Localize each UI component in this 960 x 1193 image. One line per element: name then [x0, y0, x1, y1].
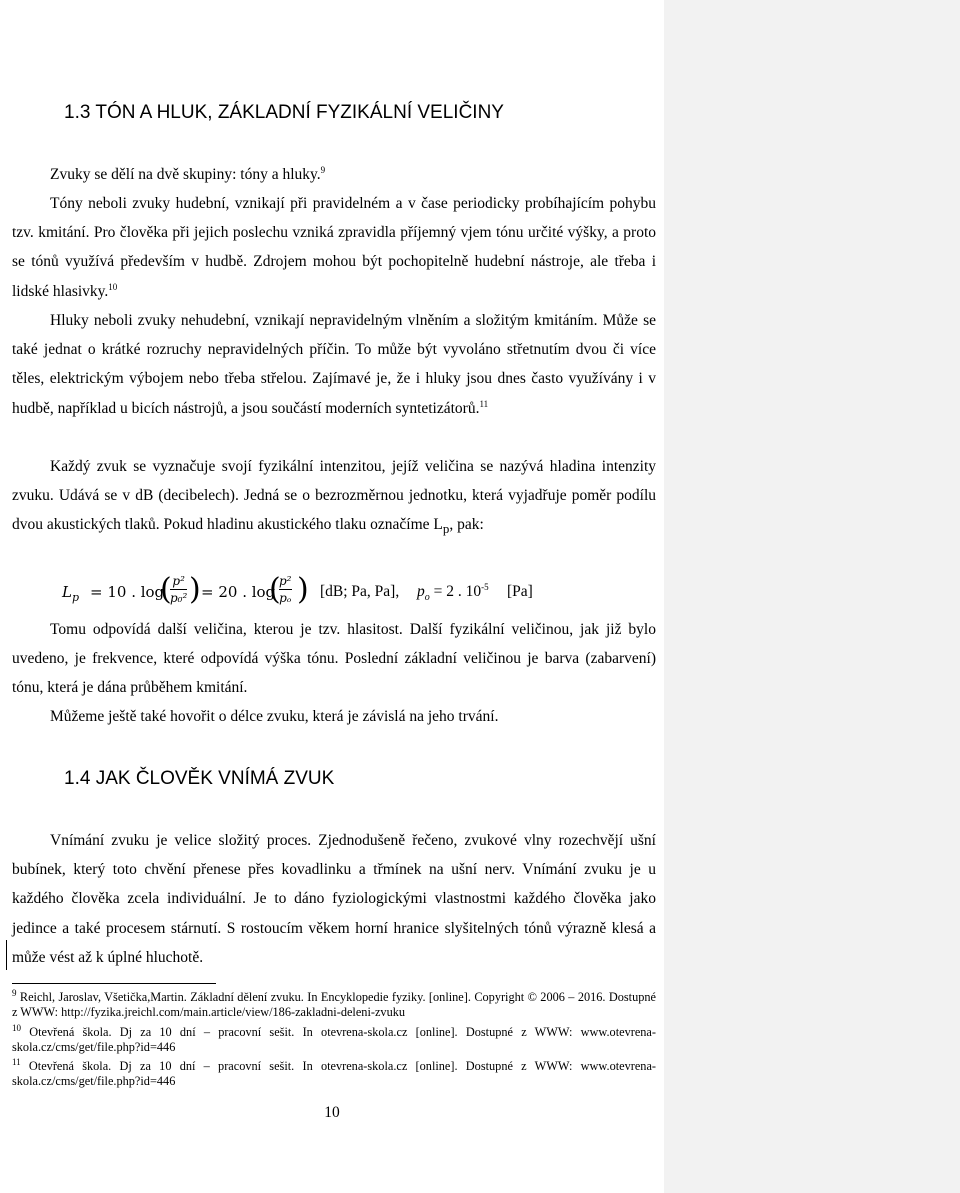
- paragraph-perception: Vnímání zvuku je velice složitý proces. Zjednodušeně řečeno, zvukové vlny rozechvějí ušní bubínek, který toto chvění přenese přes kovadlinku a třmínek na ušní nerv. Vnímání zvuku je u každého člověka zcela individuální. Je to dáno fyziologickými vlastnostmi každého člověka jako jedince a také procesem stárnutí. S rostoucím věkem horní hranice slyšitelných tónů výrazně klesá a může vést až k úplné hluchotě.: [12, 832, 656, 966]
- footnote-ref-10[interactable]: 10: [108, 281, 118, 292]
- footnote-ref-11[interactable]: 11: [479, 398, 489, 409]
- section-heading-tone-noise: 1.3 TÓN A HLUK, ZÁKLADNÍ FYZIKÁLNÍ VELIČINY: [64, 102, 504, 123]
- formula-units: [dB; Pa, Pa],: [320, 583, 400, 600]
- formula-eq1: = 10 . log: [90, 583, 165, 601]
- comment-pane: [664, 0, 960, 1193]
- footnote-9: $^9$ Reichl, Jaroslav, Všetička,Martin. Základní dělení zvuku. In Encyklopedie fyziky. [online]. Copyright © 2006 – 2016. Dostupné z WWW: http://fyzika.jreichl.com/main.article/view/186-zakladni-deleni-zvuku: [12, 987, 657, 1019]
- formula-paren: ): [297, 572, 309, 607]
- formula-paren: ): [189, 572, 201, 607]
- formula-lhs: $L_p$: [62, 583, 80, 604]
- formula-p0: $p_o = 2$ . $10^{-5}$: [417, 581, 489, 604]
- paragraph-tones: Tóny neboli zvuky hudební, vznikají při pravidelném a v čase periodicky probíhajícím pohybu tzv. kmitání. Pro člověka při jejich poslechu vzniká zpravidla příjemný vjem tónu určité výšky, a proto se tónů využívá především v hudbě. Zdrojem mohou být pochopitelně hudební nástroje, ale třeba i lidské hlasivky.$^{10}$: [12, 195, 656, 300]
- paragraph-noises: Hluky neboli zvuky nehudební, vznikají nepravidelným vlněním a složitým kmitáním. Může se také jednat o krátké rozruchy nepravidelných příčin. To může být vyvoláno střetnutím dvou či více těles, elektrickým výbojem nebo třeba střelou. Zajímavé je, že i hluky jsou dnes často využívány i v hudbě, například u bicích nástrojů, a jsou součástí moderních syntetizátorů.$^{11}$: [12, 312, 656, 417]
- footnote-11: $^{11}$ Otevřená škola. Dj za 10 dní – pracovní sešit. In otevrena-skola.cz [online]. Dostupné z WWW: www.otevrena-skola.cz/cms/get/file.php?id=446: [12, 1056, 656, 1088]
- formula-p0-unit: [Pa]: [507, 583, 533, 600]
- change-bar: [6, 940, 7, 970]
- footnote-separator: [12, 983, 216, 984]
- section-heading-perception: 1.4 JAK ČLOVĚK VNÍMÁ ZVUK: [64, 768, 335, 789]
- formula-fraction-2: $\frac{\text{p²}}{\text{pₒ}}$: [279, 574, 292, 605]
- formula-fraction-1: $\frac{\text{p²}}{\text{p₀²}}$: [170, 574, 188, 605]
- formula-paren: (: [269, 572, 281, 607]
- formula-eq2: = 20 . log: [201, 583, 276, 601]
- footnote-10: $^{10}$ Otevřená škola. Dj za 10 dní – pracovní sešit. In otevrena-skola.cz [online]. Dostupné z WWW: www.otevrena-skola.cz/cms/get/file.php?id=446: [12, 1022, 656, 1054]
- paragraph-intensity: Každý zvuk se vyznačuje svojí fyzikální intenzitou, jejíž veličina se nazývá hladina intenzity zvuku. Udává se v dB (decibelech). Jedná se o bezrozměrnou jednotku, která vyjadřuje poměr podílu dvou akustických tlaků. Pokud hladinu akustického tlaku označíme $L_p$, pak:: [12, 458, 656, 537]
- paragraph-sound-groups: Zvuky se dělí na dvě skupiny: tóny a hluky.$^9$: [50, 164, 326, 183]
- formula-paren: (: [160, 572, 172, 607]
- paragraph-duration: Můžeme ještě také hovořit o délce zvuku, která je závislá na jeho trvání.: [50, 708, 499, 725]
- paragraph-loudness: Tomu odpovídá další veličina, kterou je tzv. hlasitost. Další fyzikální veličinou, jak již bylo uvedeno, je frekvence, které odpovídá výška tónu. Poslední základní veličinou je barva (zabarvení) tónu, která je dána průběhem kmitání.: [12, 621, 656, 697]
- page-number: 10: [324, 1104, 340, 1121]
- footnote-ref-9[interactable]: 9: [320, 164, 326, 175]
